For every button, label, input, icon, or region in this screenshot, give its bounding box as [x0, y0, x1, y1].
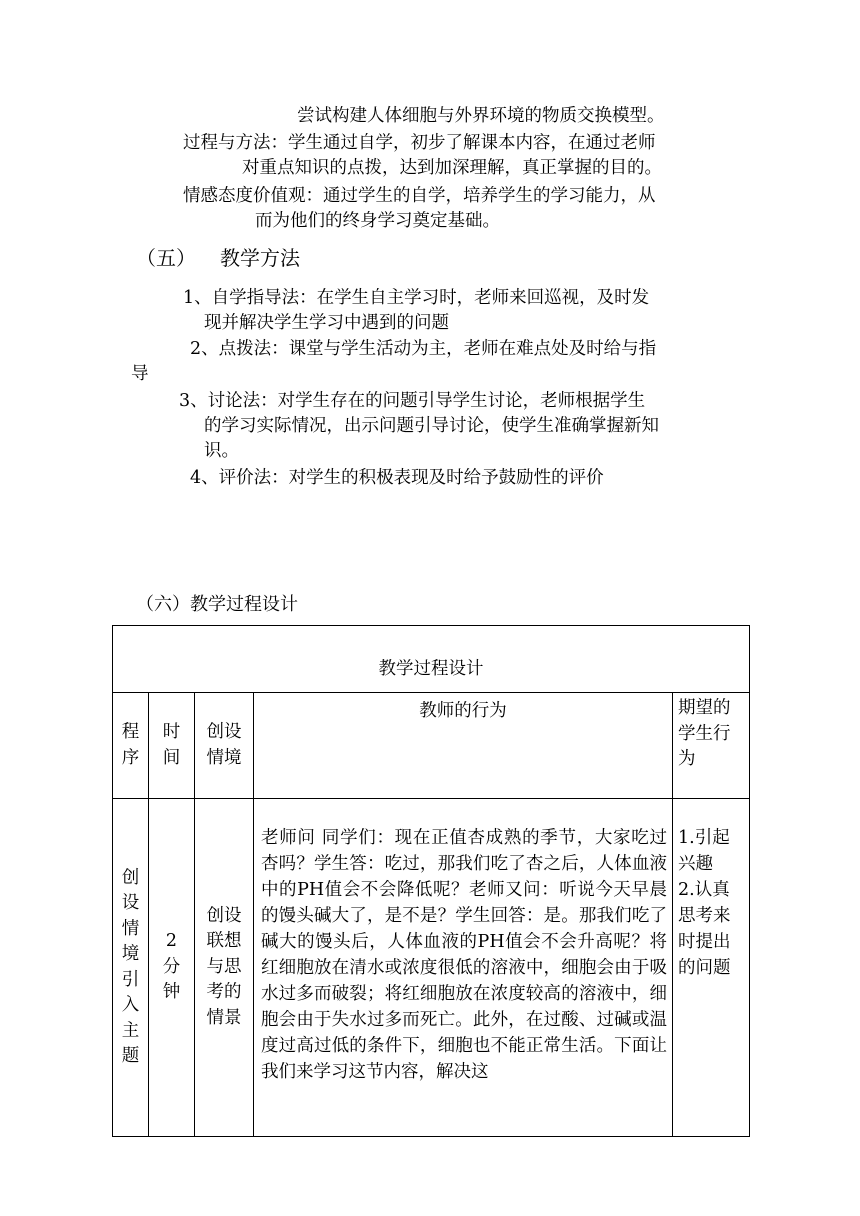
- process-method-line: 过程与方法：学生通过自学，初步了解课本内容，在通过老师: [183, 133, 656, 153]
- process-method-line-cont: 对重点知识的点拨，达到加深理解，真正掌握的目的。: [242, 158, 662, 178]
- expected-item-1: 1.引起兴趣: [678, 828, 730, 874]
- objective-line: 尝试构建人体细胞与外界环境的物质交换模型。: [297, 106, 665, 126]
- table-title: 教学过程设计: [378, 659, 484, 679]
- cell-scenario: 创设联想与思考的情景: [195, 799, 254, 1137]
- method-3-line: 3、讨论法：对学生存在的问题引导学生讨论，老师根据学生: [179, 391, 646, 411]
- method-3-line-cont: 的学习实际情况，出示问题引导讨论，使学生准确掌握新知: [204, 416, 659, 436]
- section-6-title: （六）教学过程设计: [136, 594, 298, 615]
- header-teacher-behavior: 教师的行为: [254, 693, 673, 799]
- cell-expected-behavior: [673, 799, 750, 1137]
- emotion-values-line-cont: 而为他们的终身学习奠定基础。: [255, 211, 500, 231]
- header-procedure: 程序: [113, 693, 149, 799]
- table-title-cell: [113, 626, 750, 693]
- cell-teacher-behavior: 老师问 同学们：现在正值杏成熟的季节，大家吃过杏吗？学生答：吃过，那我们吃了杏之后，人体血液中的PH值会不会降低呢？老师又问：听说今天早晨的馒头碱大了，是不是？学生回答：是。那我们吃了碱大的馒头后，人体血液的PH值会不会升高呢？将红细胞放在清水或浓度很低的溶液中，细胞会由于吸水过多而破裂；将红细胞放在浓度较高的溶液中，细胞会由于失水过多而死亡。此外，在过酸、过碱或温度过高过低的条件下，细胞也不能正常生活。下面让我们来学习这节内容，解决这: [254, 799, 673, 1137]
- table-header-row: [113, 693, 750, 799]
- cell-procedure: 创设情境引入主题: [113, 799, 149, 1137]
- header-expected-behavior: 期望的学生行为: [673, 693, 750, 799]
- cell-time: 2分钟: [149, 799, 195, 1137]
- section-number: （五）: [136, 246, 196, 270]
- header-time: 时间: [149, 693, 195, 799]
- expected-item-2: 2.认真思考来时提出的问题: [678, 880, 731, 978]
- method-2-line-cont: 导: [131, 364, 149, 384]
- teaching-process-table: [112, 625, 750, 1137]
- section-title: 教学方法: [220, 246, 300, 270]
- method-4-line: 4、评价法：对学生的积极表现及时给予鼓励性的评价: [190, 468, 604, 488]
- method-3-line-cont2: 识。: [204, 441, 239, 461]
- method-2-line: 2、点拨法：课堂与学生活动为主，老师在难点处及时给与指: [190, 339, 657, 359]
- header-scenario: 创设情境: [195, 693, 254, 799]
- method-1-line: 1、自学指导法：在学生自主学习时，老师来回巡视，及时发: [183, 288, 650, 308]
- table-row: [113, 799, 750, 1137]
- method-1-line-cont: 现并解决学生学习中遇到的问题: [204, 313, 449, 333]
- emotion-values-line: 情感态度价值观：通过学生的自学，培养学生的学习能力，从: [183, 186, 656, 206]
- table-title-row: [113, 626, 750, 693]
